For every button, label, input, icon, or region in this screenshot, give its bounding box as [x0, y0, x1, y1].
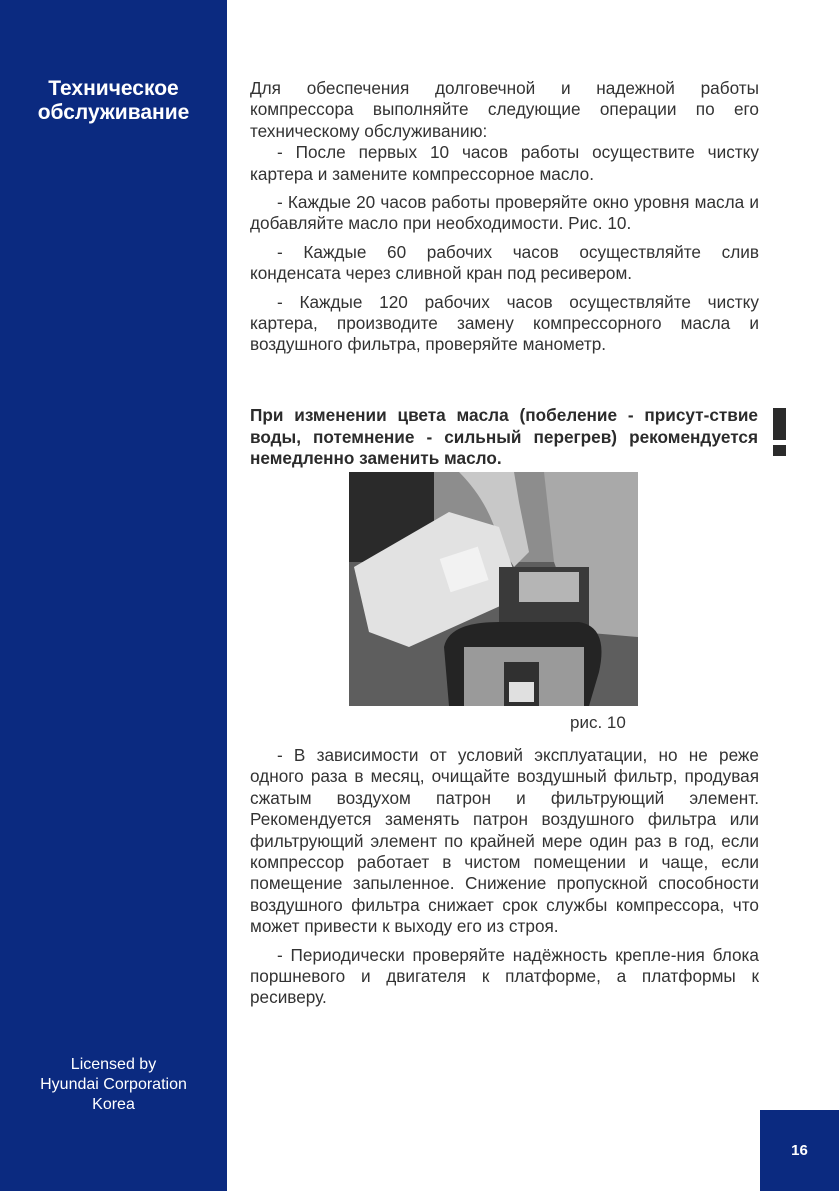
section-title	[0, 77, 227, 125]
license-line1: Licensed by	[70, 1056, 157, 1073]
maintenance-item: - Каждые 60 рабочих часов осуществляйте слив конденсата через сливной кран под ресивером.	[250, 241, 759, 284]
warning-note: При изменении цвета масла (побеление - присут-ствие воды, потемнение - сильный перегрев) рекомендуется немедленно заменить масло.	[250, 405, 758, 468]
intro-paragraph: Для обеспечения долговечной и надежной работы компрессора выполняйте следующие операции по его техническому обслуживанию:	[250, 78, 759, 141]
maintenance-item: - Периодически проверяйте надёжность крепле-ния блока поршневого и двигателя к платформе, а платформы к ресиверу.	[250, 944, 759, 1008]
license-line3: Korea	[92, 1096, 135, 1113]
maintenance-text-continued	[250, 745, 759, 1009]
section-title-line2: обслуживание	[37, 101, 190, 124]
maintenance-item: - Каждые 120 рабочих часов осуществляйте чистку картера, производите замену компрессорного масла и воздушного фильтра, проверяйте манометр.	[250, 291, 759, 355]
maintenance-text	[250, 78, 759, 356]
section-title-line1: Техническое	[48, 77, 179, 100]
maintenance-item: - После первых 10 часов работы осуществите чистку картера и замените компрессорное масло.	[250, 142, 759, 184]
figure-caption: рис. 10	[570, 713, 626, 732]
exclamation-icon	[771, 408, 791, 456]
sidebar	[0, 0, 227, 1191]
page-number: 16	[760, 1110, 839, 1191]
figure-photo	[349, 472, 638, 706]
maintenance-item: - Каждые 20 часов работы проверяйте окно уровня масла и добавляйте масло при необходимости. Рис. 10.	[250, 192, 759, 234]
maintenance-item: - В зависимости от условий эксплуатации, но не реже одного раза в месяц, очищайте воздушный фильтр, продувая сжатым воздухом патрон и фильтрующий элемент. Рекомендуется заменять патрон воздушного фильтра или фильтрующий элемент по крайней мере один раз в год, если компрессор работает в чистом помещении и чаще, если помещение запыленное. Снижение пропускной способности воздушного фильтра снижает срок службы компрессора, что может привести к выходу его из строя.	[250, 745, 759, 937]
license-line2: Hyundai Corporation	[40, 1076, 187, 1093]
license-note	[0, 1055, 227, 1115]
